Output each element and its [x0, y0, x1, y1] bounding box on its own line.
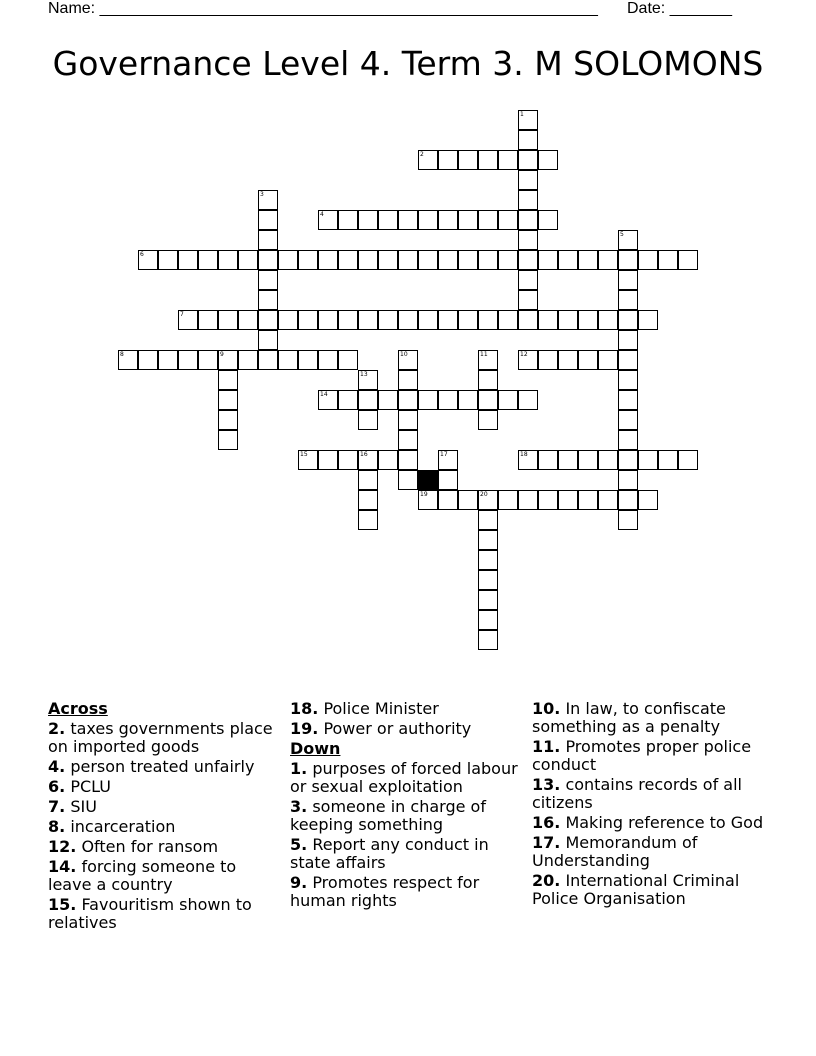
grid-cell[interactable] — [458, 250, 478, 270]
clue-across-19: 19. Power or authority — [290, 719, 472, 738]
grid-cell[interactable] — [118, 350, 138, 370]
grid-cell[interactable] — [358, 410, 378, 430]
grid-cell[interactable] — [378, 450, 398, 470]
grid-cell[interactable] — [438, 150, 458, 170]
clue-down-1: 1. purposes of forced labour or sexual exploitation — [290, 759, 518, 796]
clue-down-5: 5. Report any conduct in state affairs — [290, 835, 489, 872]
clue-number: 18 — [520, 451, 528, 458]
grid-cell[interactable] — [498, 390, 518, 410]
grid-cell[interactable] — [178, 350, 198, 370]
grid-cell[interactable] — [418, 210, 438, 230]
grid-cell[interactable] — [618, 310, 638, 330]
grid-cell[interactable] — [318, 350, 338, 370]
grid-cell[interactable] — [538, 250, 558, 270]
down-heading: Down — [290, 739, 341, 758]
grid-cell[interactable] — [198, 250, 218, 270]
grid-cell[interactable] — [558, 450, 578, 470]
grid-cell[interactable] — [398, 370, 418, 390]
grid-cell[interactable] — [318, 310, 338, 330]
grid-cell[interactable] — [558, 250, 578, 270]
grid-cell[interactable] — [338, 250, 358, 270]
grid-cell[interactable] — [258, 310, 278, 330]
clue-number: 19 — [420, 491, 428, 498]
grid-cell[interactable] — [398, 250, 418, 270]
grid-cell[interactable] — [518, 490, 538, 510]
grid-cell[interactable] — [338, 390, 358, 410]
grid-cell[interactable] — [618, 270, 638, 290]
clue-number: 17 — [440, 451, 448, 458]
clue-number: 9 — [220, 351, 224, 358]
grid-cell[interactable] — [378, 310, 398, 330]
grid-cell[interactable] — [478, 370, 498, 390]
grid-cell[interactable] — [478, 590, 498, 610]
clue-number: 14 — [320, 391, 328, 398]
grid-cell[interactable] — [498, 490, 518, 510]
clue-across-12: 12. Often for ransom — [48, 837, 219, 856]
clue-down-17: 17. Memorandum of Understanding — [532, 833, 698, 870]
grid-cell[interactable] — [578, 250, 598, 270]
grid-cell[interactable] — [338, 350, 358, 370]
grid-cell[interactable] — [218, 310, 238, 330]
grid-cell[interactable] — [518, 450, 538, 470]
across-heading: Across — [48, 699, 108, 718]
grid-cell[interactable] — [278, 350, 298, 370]
grid-cell[interactable] — [358, 470, 378, 490]
clue-number: 13 — [360, 371, 368, 378]
grid-cell[interactable] — [618, 390, 638, 410]
grid-cell[interactable] — [258, 350, 278, 370]
clue-across-7: 7. SIU — [48, 797, 97, 816]
grid-cell[interactable] — [218, 410, 238, 430]
clue-across-8: 8. incarceration — [48, 817, 176, 836]
grid-cell[interactable] — [498, 210, 518, 230]
grid-cell[interactable] — [398, 430, 418, 450]
clue-number: 3 — [260, 191, 264, 198]
grid-cell[interactable] — [278, 310, 298, 330]
grid-cell[interactable] — [498, 310, 518, 330]
grid-cell[interactable] — [418, 310, 438, 330]
grid-cell[interactable] — [158, 350, 178, 370]
grid-cell[interactable] — [298, 350, 318, 370]
grid-cell[interactable] — [218, 250, 238, 270]
grid-cell[interactable] — [258, 250, 278, 270]
clue-number: 15 — [300, 451, 308, 458]
grid-cell[interactable] — [398, 410, 418, 430]
grid-cell[interactable] — [298, 310, 318, 330]
grid-cell[interactable] — [618, 490, 638, 510]
grid-cell[interactable] — [618, 330, 638, 350]
grid-cell[interactable] — [458, 150, 478, 170]
grid-cell[interactable] — [518, 250, 538, 270]
grid-cell[interactable] — [518, 230, 538, 250]
grid-cell[interactable] — [478, 570, 498, 590]
grid-cell[interactable] — [538, 350, 558, 370]
grid-cell[interactable] — [218, 350, 238, 370]
grid-cell[interactable] — [598, 350, 618, 370]
clue-across-18: 18. Police Minister — [290, 699, 439, 718]
clue-down-20: 20. International Criminal Police Organisation — [532, 871, 740, 908]
clue-number: 20 — [480, 491, 488, 498]
grid-cell[interactable] — [398, 350, 418, 370]
grid-cell[interactable] — [458, 310, 478, 330]
grid-cell[interactable] — [598, 490, 618, 510]
grid-cell[interactable] — [418, 390, 438, 410]
grid-cell[interactable] — [518, 170, 538, 190]
grid-cell[interactable] — [238, 310, 258, 330]
grid-cell[interactable] — [318, 210, 338, 230]
grid-cell[interactable] — [578, 490, 598, 510]
grid-cell[interactable] — [678, 450, 698, 470]
grid-cell[interactable] — [398, 210, 418, 230]
grid-cell[interactable] — [298, 250, 318, 270]
grid-cell[interactable] — [518, 190, 538, 210]
grid-cell[interactable] — [458, 210, 478, 230]
clue-number: 1 — [520, 111, 524, 118]
grid-cell[interactable] — [618, 370, 638, 390]
grid-cell[interactable] — [458, 490, 478, 510]
grid-cell[interactable] — [478, 530, 498, 550]
grid-cell[interactable] — [398, 470, 418, 490]
grid-cell[interactable] — [478, 510, 498, 530]
grid-cell[interactable] — [358, 450, 378, 470]
grid-cell[interactable] — [358, 390, 378, 410]
grid-cell[interactable] — [638, 450, 658, 470]
grid-cell[interactable] — [618, 410, 638, 430]
grid-cell[interactable] — [238, 350, 258, 370]
grid-cell[interactable] — [518, 210, 538, 230]
grid-cell[interactable] — [358, 510, 378, 530]
grid-cell[interactable] — [558, 350, 578, 370]
grid-cell[interactable] — [478, 630, 498, 650]
grid-cell[interactable] — [438, 210, 458, 230]
clue-across-2: 2. taxes governments place on imported goods — [48, 719, 273, 756]
grid-cell[interactable] — [538, 310, 558, 330]
grid-cell[interactable] — [478, 310, 498, 330]
grid-cell[interactable] — [318, 390, 338, 410]
grid-cell[interactable] — [598, 250, 618, 270]
grid-cell[interactable] — [178, 310, 198, 330]
grid-cell[interactable] — [598, 450, 618, 470]
grid-cell[interactable] — [438, 490, 458, 510]
clue-down-3: 3. someone in charge of keeping something — [290, 797, 486, 834]
grid-cell[interactable] — [538, 150, 558, 170]
grid-cell[interactable] — [338, 210, 358, 230]
grid-cell[interactable] — [218, 390, 238, 410]
grid-cell[interactable] — [358, 250, 378, 270]
grid-cell[interactable] — [418, 250, 438, 270]
grid-cell[interactable] — [378, 250, 398, 270]
grid-cell[interactable] — [578, 350, 598, 370]
clues-column-2 — [290, 700, 520, 912]
grid-cell[interactable] — [478, 350, 498, 370]
clue-across-6: 6. PCLU — [48, 777, 111, 796]
grid-cell[interactable] — [618, 350, 638, 370]
clue-number: 2 — [420, 151, 424, 158]
grid-cell[interactable] — [438, 390, 458, 410]
grid-cell[interactable] — [318, 250, 338, 270]
grid-cell[interactable] — [398, 310, 418, 330]
grid-cell[interactable] — [518, 290, 538, 310]
grid-cell[interactable] — [518, 310, 538, 330]
date-field-label: Date: _______ — [627, 0, 732, 17]
grid-cell[interactable] — [558, 490, 578, 510]
grid-cell[interactable] — [498, 150, 518, 170]
clue-number: 7 — [180, 311, 184, 318]
grid-cell[interactable] — [518, 110, 538, 130]
clue-number: 10 — [400, 351, 408, 358]
grid-cell[interactable] — [638, 490, 658, 510]
grid-cell[interactable] — [618, 470, 638, 490]
black-cell — [418, 470, 438, 490]
grid-cell[interactable] — [598, 310, 618, 330]
grid-cell[interactable] — [478, 550, 498, 570]
grid-cell[interactable] — [358, 210, 378, 230]
grid-cell[interactable] — [618, 230, 638, 250]
grid-cell[interactable] — [318, 450, 338, 470]
grid-cell[interactable] — [138, 350, 158, 370]
grid-cell[interactable] — [198, 350, 218, 370]
grid-cell[interactable] — [518, 390, 538, 410]
clue-across-15: 15. Favouritism shown to relatives — [48, 895, 252, 932]
grid-cell[interactable] — [258, 230, 278, 250]
grid-cell[interactable] — [478, 150, 498, 170]
grid-cell[interactable] — [258, 330, 278, 350]
grid-cell[interactable] — [298, 450, 318, 470]
grid-cell[interactable] — [478, 210, 498, 230]
clue-across-14: 14. forcing someone to leave a country — [48, 857, 237, 894]
grid-cell[interactable] — [618, 450, 638, 470]
grid-cell[interactable] — [218, 430, 238, 450]
grid-cell[interactable] — [678, 250, 698, 270]
grid-cell[interactable] — [478, 390, 498, 410]
grid-cell[interactable] — [438, 310, 458, 330]
grid-cell[interactable] — [538, 210, 558, 230]
grid-cell[interactable] — [438, 470, 458, 490]
grid-cell[interactable] — [558, 310, 578, 330]
clue-down-10: 10. In law, to confiscate something as a penalty — [532, 699, 726, 736]
grid-cell[interactable] — [358, 370, 378, 390]
grid-cell[interactable] — [618, 250, 638, 270]
grid-cell[interactable] — [498, 250, 518, 270]
grid-cell[interactable] — [378, 390, 398, 410]
clue-across-4: 4. person treated unfairly — [48, 757, 255, 776]
grid-cell[interactable] — [178, 250, 198, 270]
grid-cell[interactable] — [618, 290, 638, 310]
grid-cell[interactable] — [518, 270, 538, 290]
grid-cell[interactable] — [538, 490, 558, 510]
grid-cell[interactable] — [618, 430, 638, 450]
grid-cell[interactable] — [258, 190, 278, 210]
grid-cell[interactable] — [138, 250, 158, 270]
grid-cell[interactable] — [578, 310, 598, 330]
grid-cell[interactable] — [518, 130, 538, 150]
grid-cell[interactable] — [458, 390, 478, 410]
grid-cell[interactable] — [398, 390, 418, 410]
clue-number: 11 — [480, 351, 488, 358]
clue-number: 4 — [320, 211, 324, 218]
grid-cell[interactable] — [258, 210, 278, 230]
grid-cell[interactable] — [538, 450, 558, 470]
grid-cell[interactable] — [198, 310, 218, 330]
name-field-label: Name: ________________________________________________________ — [48, 0, 598, 17]
clue-number: 6 — [140, 251, 144, 258]
grid-cell[interactable] — [578, 450, 598, 470]
grid-cell[interactable] — [258, 270, 278, 290]
grid-cell[interactable] — [158, 250, 178, 270]
grid-cell[interactable] — [358, 490, 378, 510]
grid-cell[interactable] — [478, 610, 498, 630]
grid-cell[interactable] — [658, 250, 678, 270]
clue-down-16: 16. Making reference to God — [532, 813, 764, 832]
grid-cell[interactable] — [358, 310, 378, 330]
grid-cell[interactable] — [338, 450, 358, 470]
clue-number: 8 — [120, 351, 124, 358]
clues-column-1 — [48, 700, 276, 934]
grid-cell[interactable] — [438, 250, 458, 270]
clues-column-3 — [532, 700, 772, 910]
clue-number: 5 — [620, 231, 624, 238]
page-title: Governance Level 4. Term 3. M SOLOMONS — [52, 44, 764, 83]
grid-cell[interactable] — [398, 450, 418, 470]
grid-cell[interactable] — [438, 450, 458, 470]
grid-cell[interactable] — [238, 250, 258, 270]
grid-cell[interactable] — [258, 290, 278, 310]
grid-cell[interactable] — [418, 490, 438, 510]
clue-down-9: 9. Promotes respect for human rights — [290, 873, 480, 910]
grid-cell[interactable] — [278, 250, 298, 270]
grid-cell[interactable] — [478, 410, 498, 430]
grid-cell[interactable] — [618, 510, 638, 530]
grid-cell[interactable] — [218, 370, 238, 390]
grid-cell[interactable] — [518, 350, 538, 370]
grid-cell[interactable] — [378, 210, 398, 230]
grid-cell[interactable] — [418, 150, 438, 170]
grid-cell[interactable] — [478, 490, 498, 510]
clue-down-11: 11. Promotes proper police conduct — [532, 737, 752, 774]
clue-down-13: 13. contains records of all citizens — [532, 775, 742, 812]
grid-cell[interactable] — [518, 150, 538, 170]
clue-number: 16 — [360, 451, 368, 458]
grid-cell[interactable] — [478, 250, 498, 270]
grid-cell[interactable] — [658, 450, 678, 470]
grid-cell[interactable] — [638, 310, 658, 330]
clue-number: 12 — [520, 351, 528, 358]
grid-cell[interactable] — [638, 250, 658, 270]
grid-cell[interactable] — [338, 310, 358, 330]
